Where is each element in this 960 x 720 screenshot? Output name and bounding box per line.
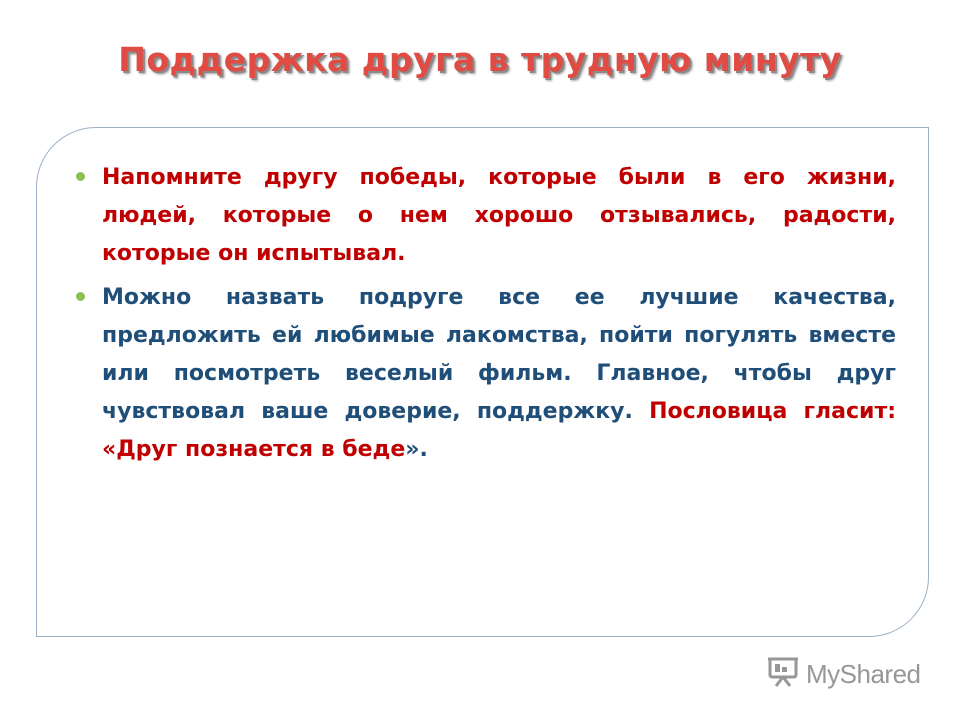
proverb-text: Пословица гласит: «Друг познается в беде: [102, 399, 897, 462]
slide-title: Поддержка друга в трудную минуту: [118, 40, 842, 79]
bullet-item-victories: [74, 159, 896, 273]
presentation-board-icon: [766, 656, 800, 693]
bullet-text-victories: Напомните другу победы, которые были в его жизни, людей, которые о нем хорошо отзывались, радости, которые он испытывал.: [102, 165, 896, 266]
watermark-text: MyShared: [806, 658, 921, 689]
bullet-dot: [76, 292, 85, 301]
proverb-closing: ».: [405, 437, 428, 462]
bullet-text-qualities: Можно назвать подруге все ее лучшие качества, предложить ей любимые лакомства, пойти погулять вместе или посмотреть веселый фильм. Главное, чтобы друг чувствовал ваше доверие, поддержку.: [102, 285, 896, 424]
bullet-dot: [76, 172, 85, 181]
bullet-item-qualities: [74, 279, 896, 469]
bullet-list: [74, 159, 896, 475]
watermark: [766, 656, 921, 692]
